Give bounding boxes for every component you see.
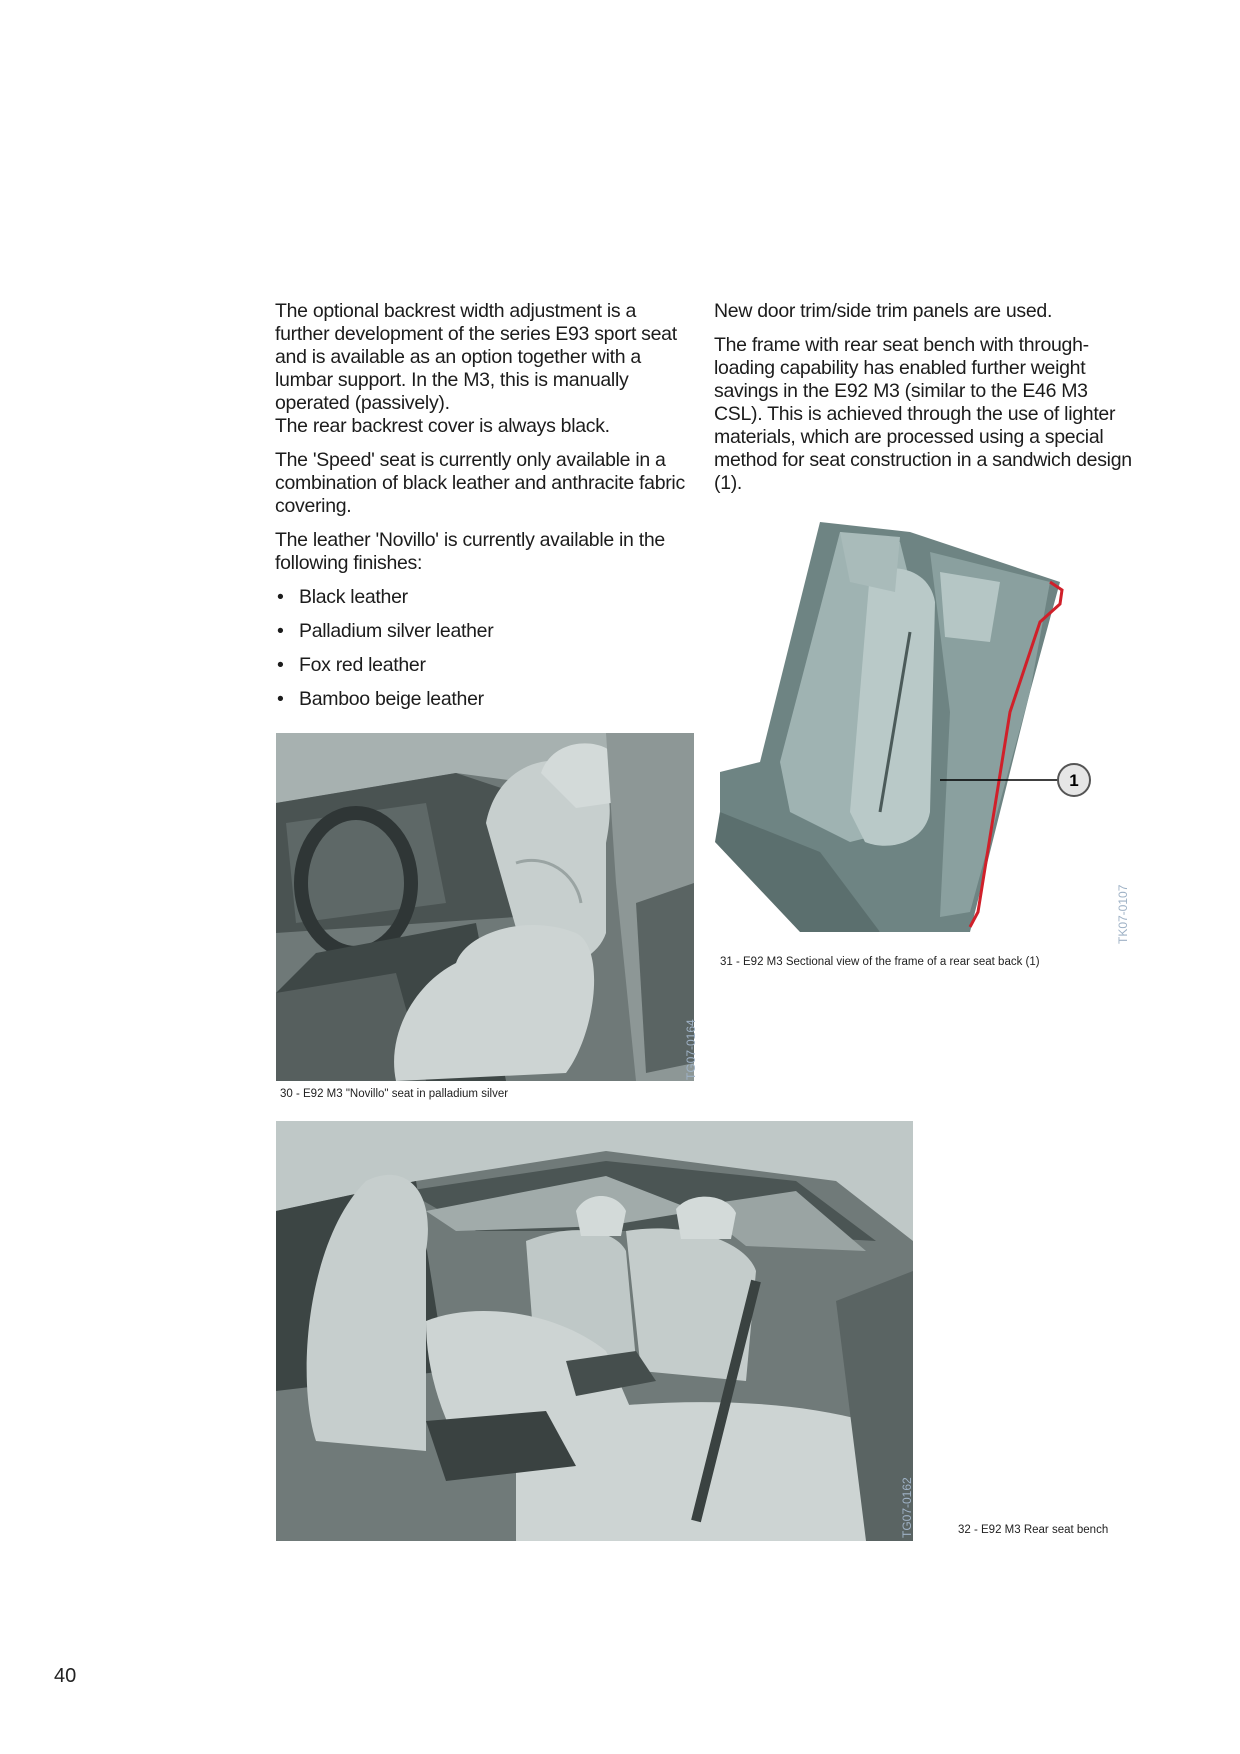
figure-code-31: TK07-0107	[1116, 884, 1130, 944]
figure-caption-30: 30 - E92 M3 "Novillo" seat in palladium silver	[280, 1088, 509, 1100]
figure-code-32: TG07-0162	[900, 1477, 914, 1538]
right-column	[714, 300, 1134, 506]
section-diagram	[700, 512, 1140, 950]
paragraph-frame: The frame with rear seat bench with through-loading capability has enabled further weight savings in the E92 M3 (similar to the E46 M3 CSL). This is achieved through the use of lighter materials, which are processed using a special method for seat construction in a sandwich design (1).	[714, 334, 1132, 494]
list-item	[275, 586, 695, 609]
figure-seat-back-section	[700, 512, 1140, 950]
paragraph-novillo: The leather 'Novillo' is currently available in the following finishes:	[275, 529, 665, 574]
list-item-label: Black leather	[299, 586, 408, 608]
bullet-icon: •	[277, 654, 284, 676]
list-item-label: Fox red leather	[299, 654, 426, 676]
finish-list	[275, 586, 695, 711]
figure-caption-31: 31 - E92 M3 Sectional view of the frame of a rear seat back (1)	[720, 956, 1040, 968]
page-number: 40	[54, 1665, 77, 1687]
paragraph-backrest	[275, 300, 695, 438]
seat-photo	[276, 733, 694, 1081]
callout-1: 1	[1069, 771, 1079, 790]
paragraph-rear-cover: The rear backrest cover is always black.	[275, 415, 610, 437]
list-item-label: Palladium silver leather	[299, 620, 494, 642]
list-item	[275, 620, 695, 643]
figure-code-30: TG07-0164	[684, 1019, 698, 1080]
list-item	[275, 654, 695, 677]
bullet-icon: •	[277, 620, 284, 642]
figure-rear-seat-bench	[276, 1121, 913, 1541]
bullet-icon: •	[277, 688, 284, 710]
paragraph-backrest-text: The optional backrest width adjustment is a further development of the series E93 sport seat and is available as an option together with a lumbar support. In the M3, this is manually operated (passively).	[275, 300, 677, 414]
rear-bench-photo	[276, 1121, 913, 1541]
figure-caption-32: 32 - E92 M3 Rear seat bench	[958, 1524, 1109, 1536]
paragraph-door-trim: New door trim/side trim panels are used.	[714, 300, 1053, 322]
list-item-label: Bamboo beige leather	[299, 688, 484, 710]
paragraph-speed-seat: The 'Speed' seat is currently only available in a combination of black leather and anthracite fabric covering.	[275, 449, 685, 517]
list-item	[275, 688, 695, 711]
bullet-icon: •	[277, 586, 284, 608]
left-column	[275, 300, 695, 722]
figure-novillo-seat	[276, 733, 694, 1081]
